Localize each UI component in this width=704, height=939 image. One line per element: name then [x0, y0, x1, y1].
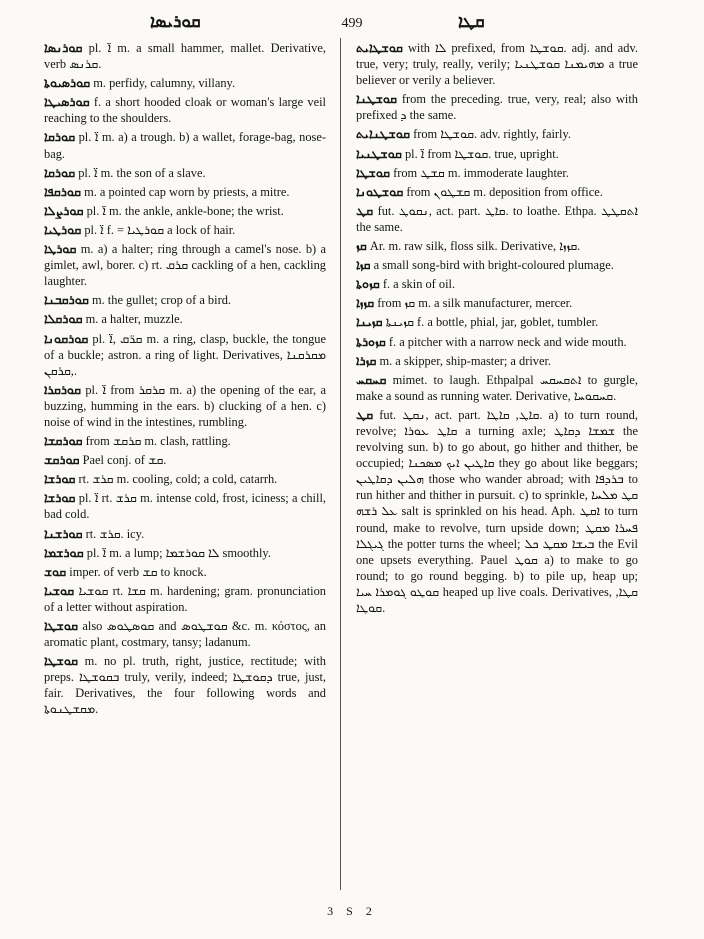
entry-text: fut. ܢܩܘܛ, act. part. ܩܐܛ. to loathe. Ethpa. ܐܬܩܛܛ the same. [356, 203, 638, 234]
page-number: 499 [341, 16, 363, 31]
headword: ܩܘܪܩܦܐ [44, 183, 81, 199]
entry-text: pl. ܐ̈ m. a) a trough. b) a wallet, forage-bag, nose-bag. [44, 130, 326, 161]
headword: ܩܙܐ [356, 257, 371, 273]
entry-text: also ܩܘܣܛܘܣ and ܩܘܫܛܘܣ &c. m. κόστος, an aromatic plant, costmary, tansy; ladanum. [44, 619, 326, 650]
entry-text: pl. ܐ̈ rt. ܩܪܫ m. intense cold, frost, iciness; a chill, bad cold. [44, 491, 326, 522]
entry [44, 452, 326, 468]
headword: ܩܘܫܛܐܝܬ [356, 40, 403, 55]
entry [356, 184, 638, 200]
entry-text: from ܩܫܛ m. immoderate laughter. [393, 165, 569, 180]
entry [356, 146, 638, 162]
entry [356, 353, 638, 369]
headword: ܩܘܫܛܐ [44, 618, 78, 633]
right-column [356, 40, 638, 619]
entry-text: Ar. m. raw silk, floss silk. Derivative, ܩܙܙܐ. [369, 239, 581, 254]
entry-text: pl. ܐ̈ m. a small hammer, mallet. Derivative, verb ܩܪܢܣ. [44, 41, 326, 72]
headword: ܩܛ [356, 202, 374, 218]
entry [356, 40, 638, 88]
entry-text: f. a short hooded cloak or woman's large veil reaching to the shoulders. [44, 95, 326, 126]
headword: ܩܙܝܢܐ [356, 314, 383, 330]
entry-text: m. perfidy, calumny, villany. [93, 76, 236, 91]
entry [44, 382, 326, 430]
entry [44, 433, 326, 449]
entry-text: Pael conj. of ܩܫ. [82, 453, 167, 468]
signature-mark: 3 S 2 [327, 904, 377, 918]
entry-text: from ܩܪܩܫ m. clash, rattling. [85, 434, 231, 449]
entry [44, 40, 326, 72]
entry-text: pl. ܐ̈ m. a lump; ܠܐ ܩܘܪܫܡܐ smoothly. [86, 545, 271, 560]
running-head-right: ܩܛܐ [458, 12, 485, 31]
entry [356, 372, 638, 404]
entry [356, 276, 638, 292]
headword: ܩܙܘܬܐ [356, 276, 380, 292]
entry-text: f. a skin of oil. [382, 277, 456, 292]
entry-text: from the preceding. true, very, real; also with prefixed ܕ the same. [356, 92, 638, 123]
entry-text: pl. ܩܪ̈ܩ ,ܐ̈ m. a ring, clasp, buckle, the tongue of a buckle; astron. a ring of light. Derivatives, ܡܩܪܩܢܐ ,ܩܪܩܢ. [44, 331, 326, 378]
entry-text: pl. ܐ̈ f. = ܩܘܪܛܝܐ a lock of hair. [84, 222, 236, 237]
entry [44, 331, 326, 379]
entry-text: pl. ܐ̈ from ܩܪܩܪ m. a) the opening of the ear, a buzzing, humming in the ears. b) clucking of a hen. c) noise of wind in the intestines, rumbling. [44, 382, 327, 429]
entry-text: rt. ܩܪܫ m. cooling, cold; a cold, catarrh. [78, 472, 278, 487]
entry-text: m. a halter, muzzle. [85, 312, 183, 327]
headword: ܩܛ [356, 406, 374, 422]
headword: ܩܘܪܢܣܐ [44, 40, 83, 55]
entry [44, 129, 326, 161]
headword: ܩܘܫ [44, 563, 67, 579]
headword: ܩܘܫܛܐ [44, 653, 78, 669]
entry [44, 490, 326, 522]
entry [44, 94, 326, 126]
entry-text: m. a skipper, ship-master; a driver. [379, 353, 552, 368]
entry [44, 564, 326, 580]
entry [356, 91, 638, 123]
headword: ܩܙܙܐ [356, 295, 375, 311]
entry [356, 314, 638, 330]
headword: ܩܘܫܛܘܢܐ [356, 183, 404, 199]
entry-text: a small song-bird with bright-coloured plumage. [373, 258, 614, 273]
entry [44, 222, 326, 238]
entry [44, 583, 326, 615]
headword: ܩܘܪܩܠܐ [44, 311, 83, 327]
left-column [44, 40, 326, 721]
entry [44, 545, 326, 561]
entry-text: from ܩܘܫܛܐ. adv. rightly, fairly. [413, 127, 571, 142]
entry-text: f. a pitcher with a narrow neck and wide mouth. [388, 334, 627, 349]
entry-text: pl. ܐ̈ m. the ankle, ankle-bone; the wrist. [86, 203, 284, 218]
headword: ܩܘܪܫܡܐ [44, 544, 84, 560]
headword: ܩܘܪܩܒܢܐ [44, 292, 89, 308]
entry-text: ܩܘܫܝܐ rt. ܩܫܐ m. hardening; gram. pronunciation of a letter without aspiration. [44, 583, 326, 614]
entry [44, 203, 326, 219]
headword: ܩܘܫܛܢܐ [356, 91, 398, 107]
headword: ܩܘܪܛܝܐ [44, 221, 82, 237]
entry [356, 334, 638, 350]
entry-text: m. a) a halter; ring through a camel's nose. b) a gimlet, awl, borer. c) rt. ܩܪܩ cackling of a hen, cackling laughter. [44, 242, 326, 289]
headword: ܩܘܪܫܢܐ [44, 525, 83, 541]
headword: ܩܘܪܩܐ [44, 164, 76, 180]
headword: ܩܘܫܝܐ [44, 582, 75, 598]
entry [44, 75, 326, 91]
headword: ܩܘܪܫܐ [44, 490, 76, 506]
headword: ܩܘܪܩܘܢܐ [44, 330, 89, 346]
entry [356, 407, 638, 616]
headword: ܩܙܘܪܬܐ [356, 333, 386, 349]
entry [44, 311, 326, 327]
entry-text: imper. of verb ܩܫ to knock. [69, 564, 207, 579]
entry-text: fut. ܢܩܛ, act. part. ܩܐܛ, ܩܐܛܐ. a) to turn round, revolve; ܩܐܛ ܥܘܪܐ a turning axle; ܫܡܫܐ ܕܩܐܛ the revolving sun. b) to go about, go hither and thither, be occupied; ܩܐܛܝܢ ܐܝܟ ܡܣܟܢܐ they go about like beggars; ܗܠܝܢ ܕܩܐܛܝܢ those who wander abroad; with ܒܪܕܦܐ to run hither and thither in pursuit. c) to sprinkle, ܩܛ ܡܠܚܐ ܥܠ ܪܫܗ salt is sprinkled on his head. Aph. ܐܩܛ to turn round, make to revolve, turn upside down; ܦܚܪܐ ܡܩܛ ܓܝܓܠܐ the potter turns the wheel; ܒܝܫܐ ܡܩܛ ܟܠ the Evil one upsets everything. Pauel ܩܘܛ a) to make to go round; to go round begging. b) to pile up, heap up; ܩܘܛܘ ܓܘܡܪܐ ܚܝܐ heaped up live coals. Derivatives, ܩܛܐ, ܩܘܛܐ. [356, 407, 639, 615]
entry [44, 165, 326, 181]
entry-text: from ܩܫܛܘܢ m. deposition from office. [406, 184, 603, 199]
entry [44, 292, 326, 308]
entry-text: m. no pl. truth, right, justice, rectitude; with preps. ܒܩܘܫܛܐ truly, verily, indeed; ܕܩܘܫܛܐ true, just, fair. Derivatives, the four following words and ܡܩܫܛܢܘܬܐ. [44, 654, 326, 717]
entry [44, 526, 326, 542]
entry [44, 241, 326, 289]
headword: ܩܘܪܩܫܐ [44, 433, 83, 449]
headword: ܩܘܪܣܝܛܐ [44, 94, 90, 110]
entry-text: with ܠܐ prefixed, from ܩܘܫܛܐ. adj. and adv. true, very; truly, really, verily; ܡܗܝܡܢܐ ܩܘܫܛܢܝܐ a true believer or verily a believer. [356, 41, 638, 88]
headword: ܩܘܫܛܢܝܐ [356, 145, 402, 161]
headword: ܩܘܪܩܪܐ [44, 381, 81, 397]
entry-text: pl. ܐ̈ m. the son of a slave. [78, 165, 206, 180]
headword: ܩܙ [356, 238, 367, 254]
entry-text: m. the gullet; crop of a bird. [91, 293, 231, 308]
entry [356, 126, 638, 142]
entry-text: ܩܙܝܢܬܐ f. a bottle, phial, jar, goblet, tumbler. [385, 315, 599, 330]
entry-text: from ܩܙ m. a silk manufacturer, mercer. [377, 296, 573, 311]
entry [356, 165, 638, 181]
headword: ܩܘܪܫܐ [44, 471, 76, 487]
headword: ܩܘܪܨܠܐ [44, 202, 84, 218]
entry-text: m. a pointed cap worn by priests, a mitre. [84, 184, 290, 199]
running-head-left: ܩܘܪܝܣܐ [150, 12, 201, 31]
entry [44, 184, 326, 200]
headword: ܩܘܪܩܐ [44, 129, 76, 145]
column-divider [340, 38, 341, 890]
entry-text: rt. ܩܪܫ. icy. [85, 526, 145, 541]
entry [356, 257, 638, 273]
headword: ܩܘܪܛܐ [44, 241, 77, 257]
headword: ܩܘܪܣܝܘܬܐ [44, 75, 91, 91]
headword: ܩܘܫܛܢܐܝܬ [356, 126, 410, 142]
entry [44, 653, 326, 717]
headword: ܩܘܫܛܐ [356, 164, 390, 180]
entry [356, 295, 638, 311]
entry-text: mimet. to laugh. Ethpalpal ܐܬܩܚܩܚ to gurgle, make a sound as running water. Derivative, ܩܚܩܘܚܐ. [356, 372, 638, 403]
entry [44, 471, 326, 487]
entry-text: pl. ܐ̈ from ܩܘܫܛܐ. true, upright. [404, 146, 559, 161]
entry [356, 203, 638, 235]
headword: ܩܙܪܐ [356, 352, 377, 368]
headword: ܩܚܩܚ [356, 371, 387, 387]
headword: ܩܘܪܩܫ [44, 452, 80, 468]
entry [356, 238, 638, 254]
entry [44, 618, 326, 650]
